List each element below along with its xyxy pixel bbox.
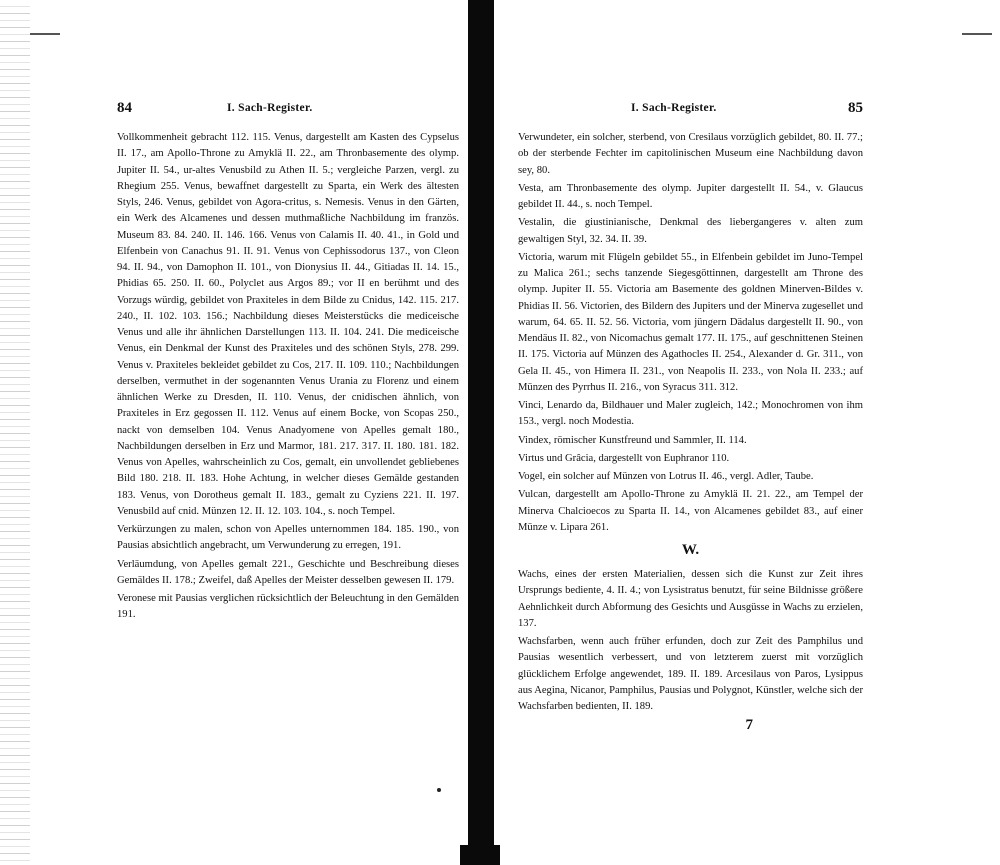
index-entry: Wachs, eines der ersten Materialien, dessen sich die Kunst zur Zeit ihres Ursprungs bediente, 4. II. 4.; von Lysistratus benutzt, für seine Bildnisse größere Aehnlichkeit durch Abformung des Gesichts und Ausgüsse in Wachs zu erzielen, 137. [518,569,863,629]
page-number: 84 [117,100,132,116]
scan-mark-right [962,33,992,35]
right-page [518,100,863,734]
index-entry: Victoria, warum mit Flügeln gebildet 55., in Elfenbein gebildet im Juno-Tempel zu Malica 261.; sechs tanzende Siegesgöttinnen, dargestellt am Throne des olymp. Jupiter II. 55. Victoria am Basemente des goldnen Minerven-Bildes v. Phidias II. 56. Victorien, des Bildern des Jupiters und der Minerva zugesellet und warum, 64. 65. II. 52. 56. Victoria, vom jüngern Dädalus dargestellt II. 90., von Mendäus II. 82., von Nicomachus gemalt 177. II. 175., auf geschnittenen Steinen II. 175. Victoria auf Münzen des Agathocles II. 254., Alexander d. Gr. 311., von Gela II. 45., von Himera II. 231., von Neapolis II. 233., von Nola II. 233.; auf Münzen des Pyrrhus II. 216., von Syracus 311. 312. [518,251,863,393]
section-letter: W. [681,542,700,558]
running-title: I. Sach-Register. [227,102,313,114]
catchword: 7 [745,717,753,734]
index-entry: Vindex, römischer Kunstfreund und Sammler, II. 114. [518,434,747,446]
index-entry: Vulcan, dargestellt am Apollo-Throne zu Amyklä II. 21. 22., am Tempel der Minerva Chalcioecos zu Sparta II. 14., von Alcamenes gebildet 83., auf einer Münze v. Lipara 261. [518,489,863,533]
index-entry: Veronese mit Pausias verglichen rücksichtlich der Beleuchtung in den Gemälden 191. [117,593,459,621]
scan-mark-left [30,33,60,35]
index-entry: Vesta, am Thronbasemente des olymp. Jupiter dargestellt II. 54., v. Glaucus gebildet II. 44., s. noch Tempel. [518,182,863,210]
index-entries [518,130,863,734]
ink-speck [437,788,441,792]
index-entry: Vestalin, die giustinianische, Denkmal des liebergangeres v. alten zum gewaltigen Styl, 32. 34. II. 39. [518,217,863,245]
index-entry: Vogel, ein solcher auf Münzen von Lotrus II. 46., vergl. Adler, Taube. [518,471,814,482]
index-entry: Verkürzungen zu malen, schon von Apelles unternommen 184. 185. 190., von Pausias absichtlich angebracht, um Verwunderung zu erregen, 191. [117,524,459,552]
book-gutter-foot [460,845,500,865]
index-entry: Wachsfarben, wenn auch früher erfunden, doch zur Zeit des Pamphilus und Pausias wesentlich verbessert, und von letzterem zuerst mit vorzüglich glücklichem Erfolge angewendet, 189. II. 189. Arcesilaus von Paros, Lysippus aus Aegina, Nicanor, Pamphilus, Pausias und Polygnot, Künstler, welche sich der Wachsfarben bedienten, II. 189. [518,636,863,712]
index-entry: Vollkommenheit gebracht 112. 115. Venus, dargestellt am Kasten des Cypselus II. 17., am Apollo-Throne zu Amyklä II. 22., am Thronbasemente des olymp. Jupiter II. 54., ur-altes Venusbild zu Athen II. 5.; vergleiche Parzen, vergl. zu Rhegium 255. Venus, bewaffnet dargestellt zu Sparta, ein Werk des ältesten Styls, 246. Venus, gebildet von Agora-critus, s. Nemesis. Venus in den Gärten, ein Werk des Alcamenes und dessen muthmaßliche Nachbildung im französ. Museum 83. 84. 240. II. 146. 166. Venus von Calamis II. 40. 41., in Gold und Elfenbein von Canachus 91. II. 91. Venus von Cephissodorus 137., von Cleon 94. II. 94., von Damophon II. 101., von Dionysius II. 44., Gitiadas II. 14. 15., Phidias 65. 250. II. 60., Polyclet aus Argos 89.; vor II en berühmt und des Vorzugs würdig, gebildet von Praxiteles in dem Bilde zu Cnidus, 142. 115. 217. 240., II. 102. 103. 156.; Nachbildung dieses Meisterstücks die mediceische Venus und alle ihr ähnlichen Darstellungen 113. II. 104. 241. Die mediceische Venus, ein Denkmal der Kunst des Praxiteles und des schönen Styls, 278. 299. Venus v. Praxiteles bekleidet gebildet zu Cos, 217. II. 109. 110.; Nachbildungen derselben, vermuthet in der sogenannten Venus Urania zu Florenz und einem ähnlichen Werke zu Dresden, II. 110. Venus, der cnidischen ähnlich, von Praxiteles in Erz gegossen II. 112. Venus auf einem Bocke, von Scopas 250., nackt von demselben 104. Venus Anadyomene von Apelles gemalt 180., Nachbildungen derselben in Erz und Marmor, 181. 217. 317. II. 180. 181. 182. Venus von Apelles, wahrscheinlich zu Cos, gemalt, ein unvollendet gebliebenes Bild 180. 218. II. 183. Hohe Achtung, in welcher dieses Gemälde gestanden 183. Venus, von Dorotheus gemalt II. 183., gemalt zu Cyziens 221. II. 197. Venusbild auf cnid. Münzen 12. II. 12. 103. 104., s. noch Tempel. [117,132,459,517]
right-page-header [518,100,863,124]
index-entry: Verläumdung, von Apelles gemalt 221., Geschichte und Beschreibung dieses Gemäldes II. 178.; Zweifel, daß Apelles der Meister desselben gewesen II. 179. [117,558,459,586]
index-entry: Vinci, Lenardo da, Bildhauer und Maler zugleich, 142.; Monochromen von ihm 153., vergl. noch Modestia. [518,400,863,428]
index-entry: Verwundeter, ein solcher, sterbend, von Cresilaus vorzüglich gebildet, 80. II. 77.; ob der sterbende Fechter im capitolinischen Museum eine Nachbildung davon sey, 80. [518,132,863,176]
running-title: I. Sach-Register. [631,102,717,114]
left-page [117,100,459,626]
page-number: 85 [848,100,863,116]
left-page-header [117,100,459,124]
scan-left-edge [0,0,30,865]
index-entry: Virtus und Grâcia, dargestellt von Euphranor 110. [518,452,730,464]
book-gutter [468,0,494,865]
index-entries [117,130,459,624]
